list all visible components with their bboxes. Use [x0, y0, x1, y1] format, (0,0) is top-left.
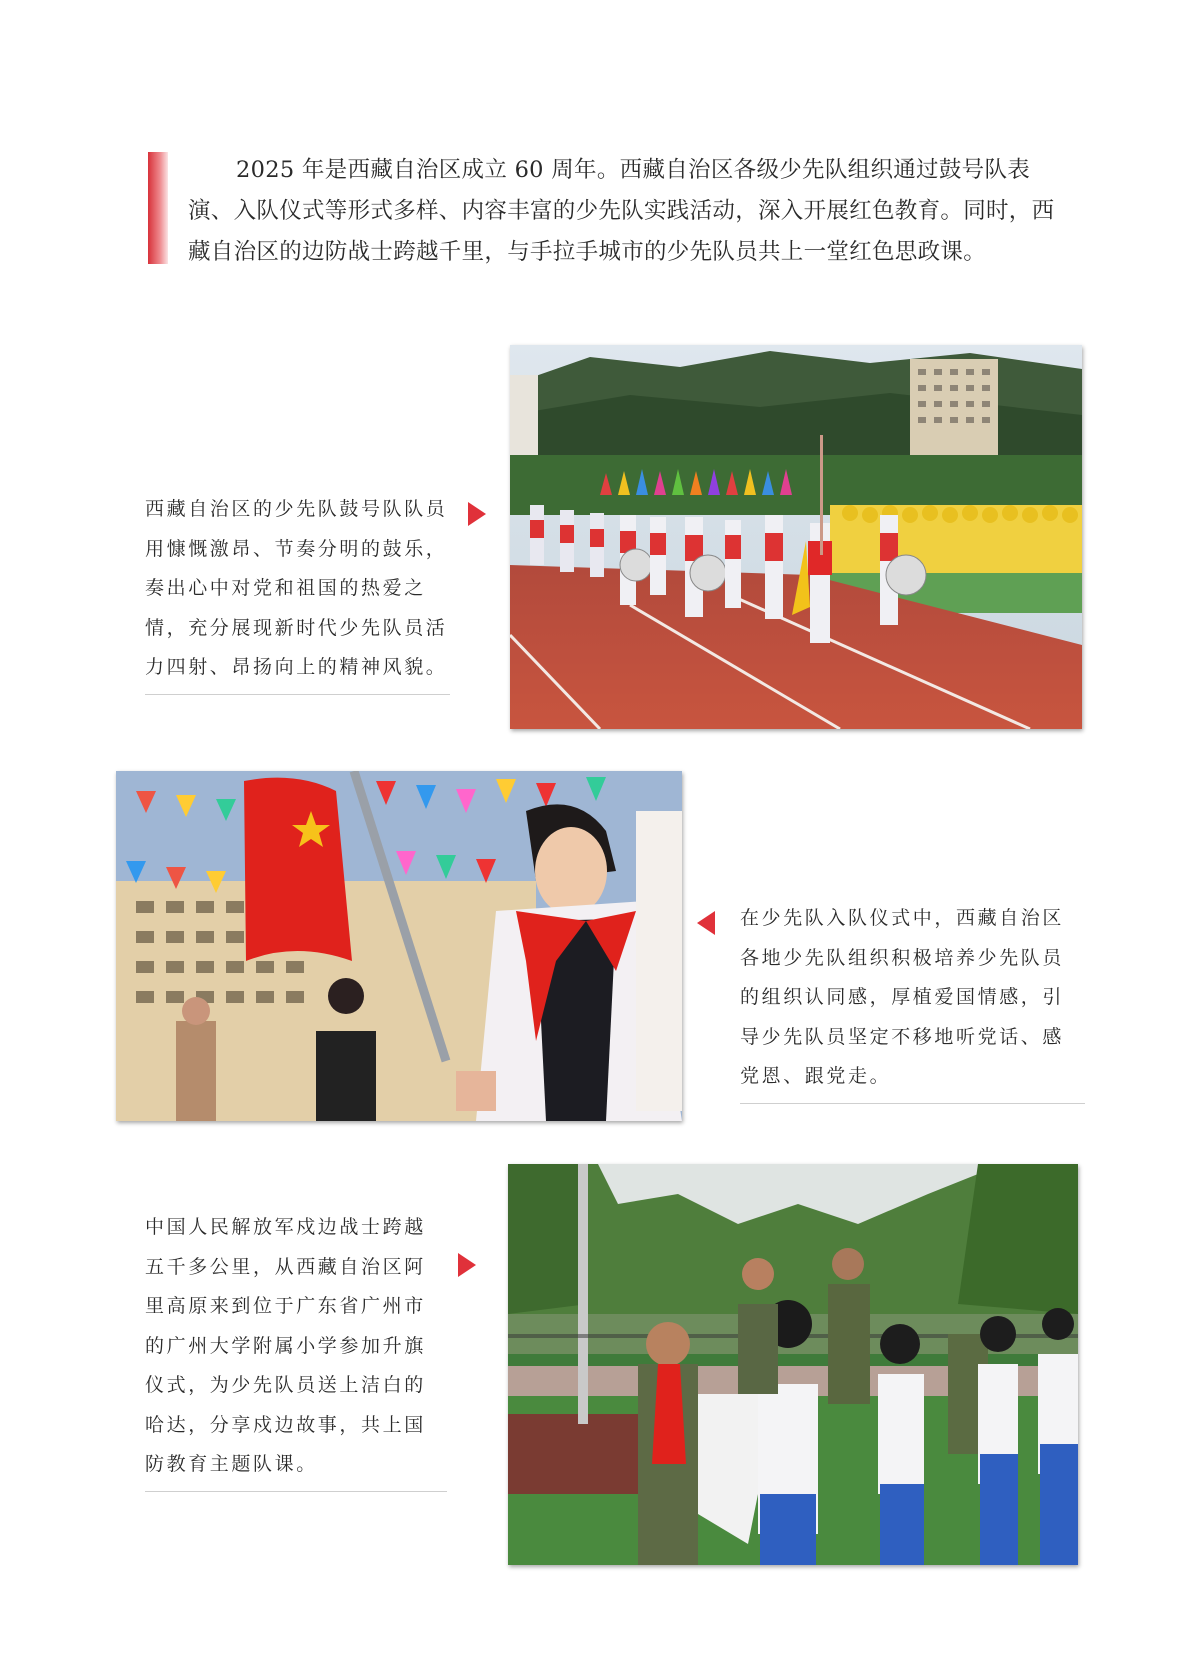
intro-paragraph: 2025 年是西藏自治区成立 60 周年。西藏自治区各级少先队组织通过鼓号队表演、入队仪式等形式多样、内容丰富的少先队实践活动，深入开展红色教育。同时，西藏自治区的边防战士跨越千里，与手拉手城市的少先队员共上一堂红色思政课。	[188, 157, 1055, 265]
caption-drum-band: 西藏自治区的少先队鼓号队队员用慷慨激昂、节奏分明的鼓乐，奏出心中对党和祖国的热爱之情，充分展现新时代少先队员活力四射、昂扬向上的精神风貌。	[145, 490, 450, 695]
caption-induction-ceremony: 在少先队入队仪式中，西藏自治区各地少先队组织积极培养少先队员的组织认同感，厚植爱国情感，引导少先队员坚定不移地听党话、感党恩、跟党走。	[740, 899, 1085, 1104]
photo-induction-ceremony	[116, 771, 682, 1121]
caption-pointer-arrow	[458, 1253, 476, 1277]
photo-drum-band-parade	[510, 345, 1082, 729]
photo-flag-raising-hada	[508, 1164, 1078, 1565]
caption-pointer-arrow	[468, 502, 486, 526]
caption-border-soldiers: 中国人民解放军戍边战士跨越五千多公里，从西藏自治区阿里高原来到位于广东省广州市的广州大学附属小学参加升旗仪式，为少先队员送上洁白的哈达，分享戍边故事，共上国防教育主题队课。	[145, 1208, 447, 1492]
intro-accent-bar	[148, 152, 168, 264]
caption-pointer-arrow	[697, 911, 715, 935]
